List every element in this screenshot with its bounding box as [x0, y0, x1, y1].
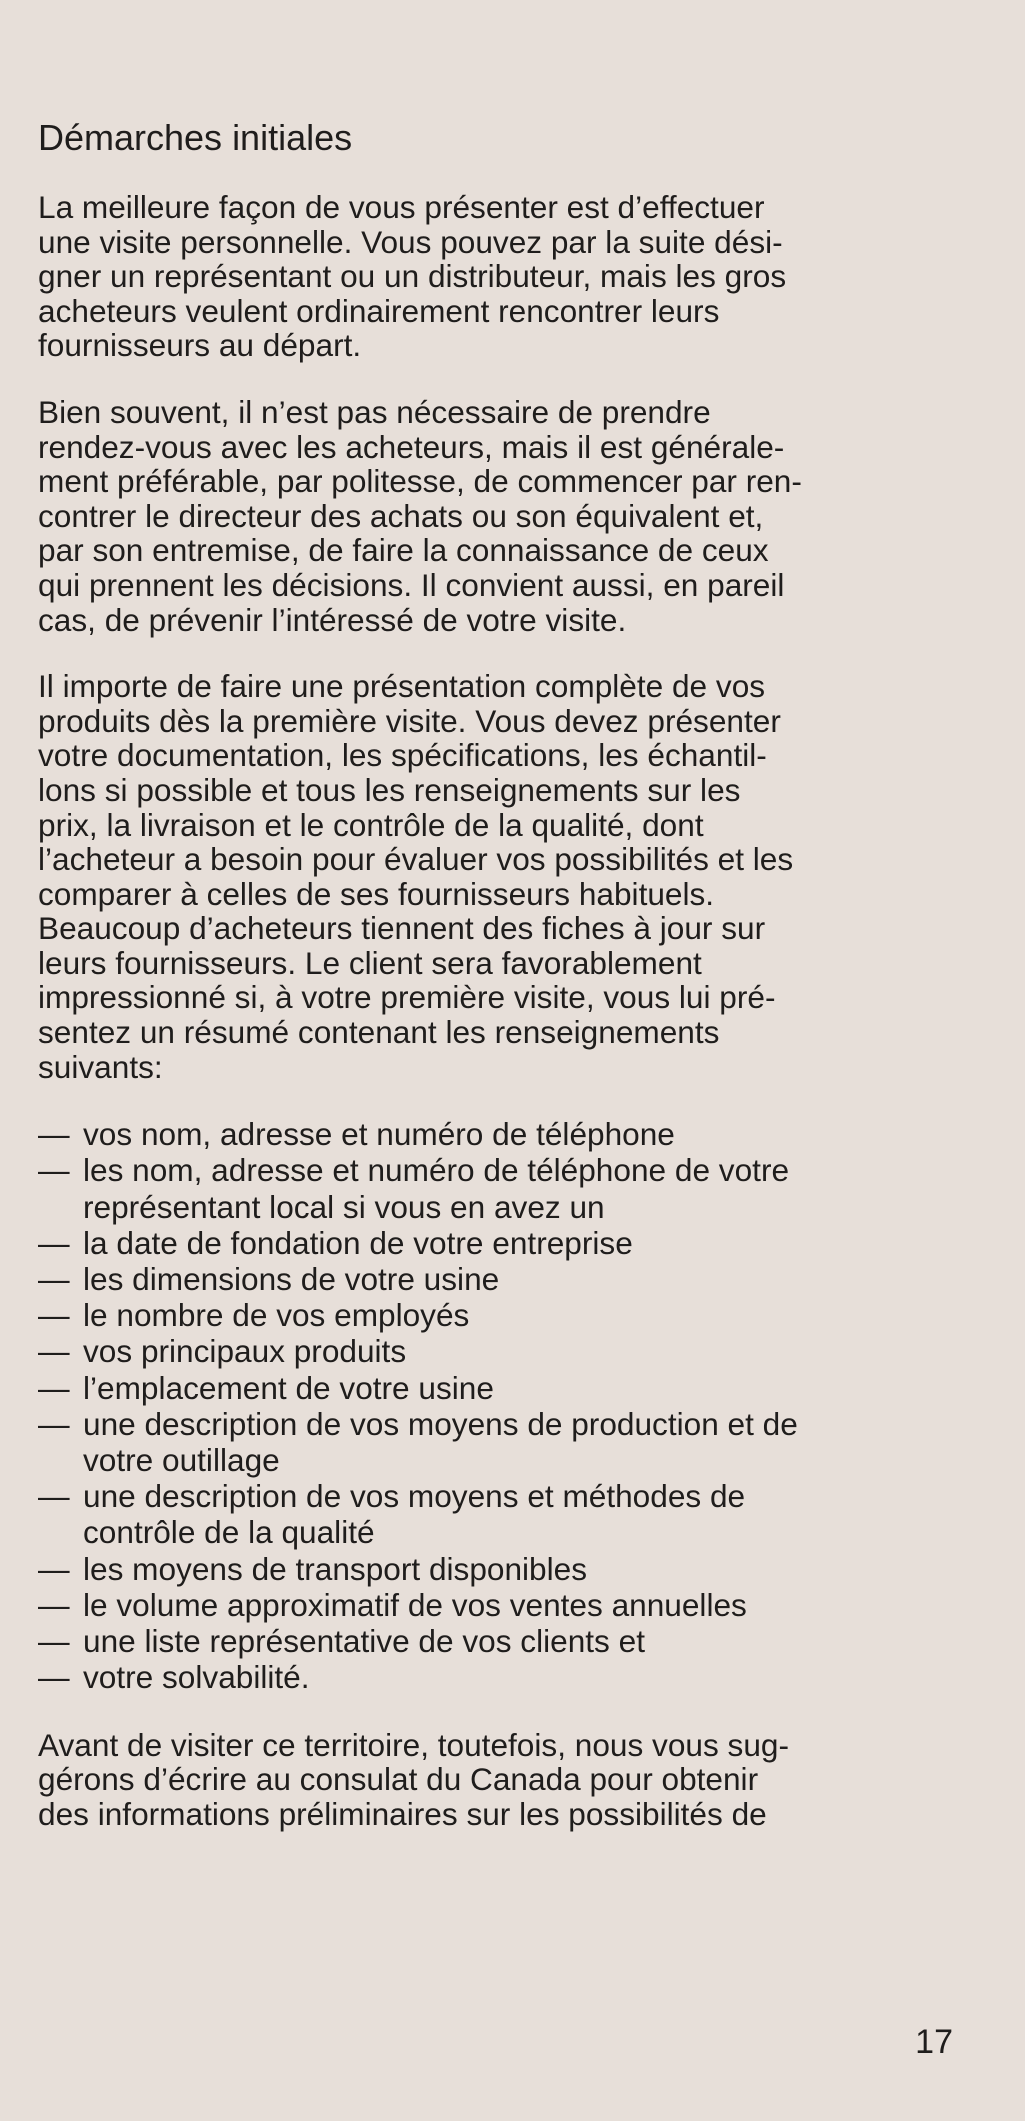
text-line: Il importe de faire une présentation complète de vos — [38, 668, 766, 705]
text-line: comparer à celles de ses fournisseurs habituels. — [38, 875, 715, 912]
text-line: les dimensions de votre usine — [83, 1261, 500, 1298]
text-line: votre solvabilité. — [83, 1659, 310, 1696]
list-item — [38, 1406, 988, 1478]
text-line: les nom, adresse et numéro de téléphone de votre — [83, 1152, 790, 1189]
text-line: cas, de prévenir l’intéressé de votre visite. — [38, 601, 627, 638]
list-item-text — [83, 1116, 675, 1152]
list-item — [38, 1225, 988, 1261]
list-item — [38, 1297, 988, 1333]
dash-bullet: — — [38, 1333, 70, 1370]
list-item — [38, 1478, 988, 1550]
list-item — [38, 1370, 988, 1406]
list-item — [38, 1116, 988, 1152]
dash-bullet: — — [38, 1586, 70, 1623]
list-item-text — [83, 1333, 406, 1369]
paragraph-gap — [38, 1696, 988, 1728]
dash-bullet: — — [38, 1550, 70, 1587]
body-text — [38, 190, 988, 1831]
list-item-text — [83, 1261, 499, 1297]
text-line: contrôle de la qualité — [83, 1514, 375, 1551]
dash-bullet: — — [38, 1369, 70, 1406]
list-item-text — [83, 1623, 645, 1659]
text-line: la date de fondation de votre entreprise — [83, 1224, 633, 1261]
text-line: rendez-vous avec les acheteurs, mais il est générale- — [38, 428, 785, 465]
text-line: une description de vos moyens de production et de — [83, 1405, 798, 1442]
text-line: les moyens de transport disponibles — [83, 1550, 588, 1587]
list-item-text — [83, 1152, 789, 1224]
text-line: gérons d’écrire au consulat du Canada pour obtenir — [38, 1761, 759, 1798]
text-line: le nombre de vos employés — [83, 1297, 470, 1334]
dash-bullet: — — [38, 1152, 70, 1189]
dash-bullet: — — [38, 1261, 70, 1298]
text-line: le volume approximatif de vos ventes annuelles — [83, 1586, 747, 1623]
dash-bullet: — — [38, 1405, 70, 1442]
text-line: Avant de visiter ce territoire, toutefois, nous vous sug- — [38, 1726, 790, 1763]
list-item-text — [83, 1225, 633, 1261]
list-item-text — [83, 1551, 587, 1587]
text-line: une visite personnelle. Vous pouvez par la suite dési- — [38, 223, 783, 260]
text-line: représentant local si vous en avez un — [83, 1188, 605, 1225]
list-item — [38, 1587, 988, 1623]
text-line: une description de vos moyens et méthodes de — [83, 1478, 746, 1515]
list-item — [38, 1152, 988, 1224]
dash-bullet: — — [38, 1116, 70, 1153]
text-line: lons si possible et tous les renseignements sur les — [38, 771, 741, 808]
text-line: ment préférable, par politesse, de commencer par ren- — [38, 463, 802, 500]
text-line: La meilleure façon de vous présenter est d’effectuer — [38, 189, 765, 225]
text-line: produits dès la première visite. Vous devez présenter — [38, 702, 781, 739]
paragraph-3 — [38, 669, 988, 1084]
list-item — [38, 1623, 988, 1659]
list-item-text — [83, 1406, 798, 1478]
dash-bullet: — — [38, 1623, 70, 1660]
list-item — [38, 1659, 988, 1695]
text-line: impressionné si, à votre première visite, vous lui pré- — [38, 979, 776, 1016]
paragraph-1 — [38, 190, 988, 363]
list-item — [38, 1333, 988, 1369]
text-line: vos principaux produits — [83, 1333, 407, 1370]
text-line: votre documentation, les spécifications, les échantil- — [38, 737, 767, 774]
paragraph-gap — [38, 637, 988, 669]
list-item — [38, 1261, 988, 1297]
text-line: des informations préliminaires sur les possibilités de — [38, 1795, 767, 1832]
paragraph-gap — [38, 363, 988, 395]
dash-bullet: — — [38, 1659, 70, 1696]
text-line: acheteurs veulent ordinairement rencontrer leurs — [38, 292, 720, 329]
list-item — [38, 1551, 988, 1587]
list-item-text — [83, 1659, 310, 1695]
text-line: vos nom, adresse et numéro de téléphone — [83, 1116, 675, 1153]
dash-bullet: — — [38, 1224, 70, 1261]
paragraph-2 — [38, 395, 988, 637]
info-list — [38, 1116, 988, 1695]
section-heading: Démarches initiales — [38, 117, 353, 158]
text-line: par son entremise, de faire la connaissance de ceux — [38, 532, 769, 569]
text-line: gner un représentant ou un distributeur, mais les gros — [38, 258, 787, 295]
paragraph-gap — [38, 1084, 988, 1116]
page-number: 17 — [915, 2023, 953, 2061]
dash-bullet: — — [38, 1297, 70, 1334]
list-item-text — [83, 1370, 494, 1406]
text-line: Beaucoup d’acheteurs tiennent des fiches à jour sur — [38, 910, 766, 947]
text-line: votre outillage — [83, 1442, 280, 1479]
list-item-text — [83, 1297, 469, 1333]
closing-paragraph — [38, 1728, 988, 1832]
text-line: leurs fournisseurs. Le client sera favorablement — [38, 944, 702, 981]
text-line: suivants: — [38, 1048, 163, 1085]
list-item-text — [83, 1587, 747, 1623]
text-line: fournisseurs au départ. — [38, 327, 362, 364]
text-line: l’acheteur a besoin pour évaluer vos possibilités et les — [38, 841, 794, 878]
text-line: contrer le directeur des achats ou son équivalent et, — [38, 497, 764, 534]
list-item-text — [83, 1478, 745, 1550]
text-line: une liste représentative de vos clients et — [83, 1623, 645, 1660]
text-line: sentez un résumé contenant les renseignements — [38, 1014, 720, 1051]
text-line: l’emplacement de votre usine — [83, 1369, 494, 1406]
text-line: qui prennent les décisions. Il convient aussi, en pareil — [38, 566, 785, 603]
text-line: prix, la livraison et le contrôle de la qualité, dont — [38, 806, 704, 843]
text-line: Bien souvent, il n’est pas nécessaire de prendre — [38, 393, 711, 430]
dash-bullet: — — [38, 1478, 70, 1515]
